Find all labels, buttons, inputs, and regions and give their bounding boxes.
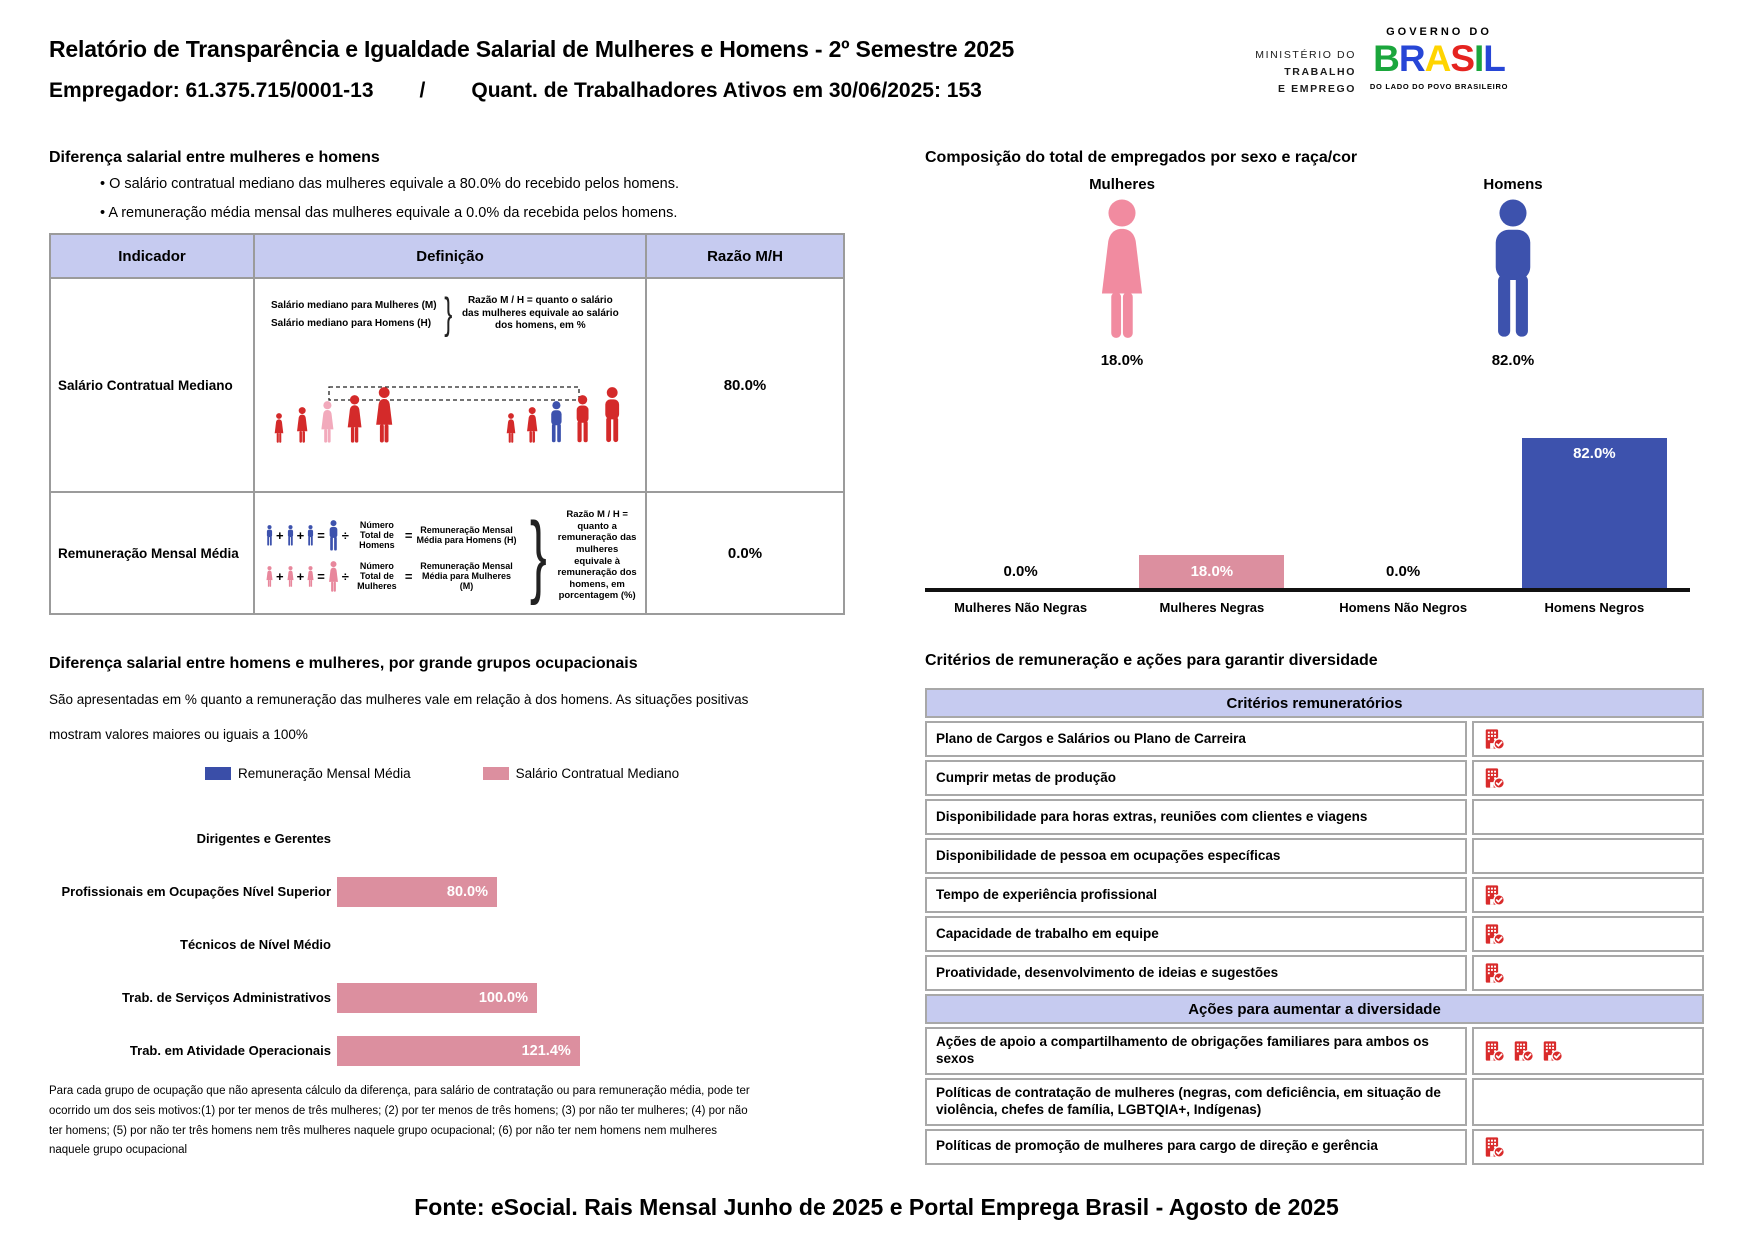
bullet-average-pay: • A remuneração média mensal das mulheres equivale a 0.0% da recebida pelos homens. bbox=[100, 205, 679, 221]
criteria-section-header: Critérios remuneratórios bbox=[925, 688, 1704, 718]
composition-column bbox=[1499, 434, 1690, 588]
legend-label-remuneracao: Remuneração Mensal Média bbox=[238, 766, 411, 781]
salary-diff-section-title: Diferença salarial entre mulheres e homens bbox=[49, 149, 380, 166]
occupational-description-line2: mostram valores maiores ou iguais a 100% bbox=[49, 727, 308, 742]
men-result-label: Remuneração Mensal Média para Homens (H) bbox=[416, 524, 517, 545]
composition-section-title: Composição do total de empregados por sexo e raça/cor bbox=[925, 149, 1358, 166]
ratio-value-average: 0.0% bbox=[727, 544, 763, 562]
men-divisor-label: Número Total de Homens bbox=[359, 519, 395, 551]
bar-value-label: 100.0% bbox=[478, 989, 528, 1006]
composition-column bbox=[1308, 434, 1499, 588]
criteria-row bbox=[925, 955, 1704, 991]
bar-value-label: 0.0% bbox=[1386, 563, 1421, 580]
occupational-category-label: Técnicos de Nível Médio bbox=[180, 937, 331, 952]
brasil-logo-letter: A bbox=[1424, 38, 1451, 79]
legend-item-salario bbox=[483, 766, 680, 781]
legend-item-remuneracao bbox=[205, 766, 411, 781]
governo-do-brasil-logo bbox=[1366, 26, 1512, 91]
salary-diff-bullets bbox=[100, 176, 679, 234]
criteria-row bbox=[925, 1078, 1704, 1126]
company-check-icon bbox=[1483, 767, 1505, 789]
equals-symbol: = bbox=[317, 568, 325, 584]
male-person-icon bbox=[1413, 199, 1613, 344]
definition-median bbox=[255, 279, 647, 493]
brasil-logo-wordmark bbox=[1366, 38, 1512, 80]
occupational-row bbox=[49, 812, 845, 865]
ministry-logo-line3: E EMPREGO bbox=[1278, 83, 1356, 95]
composition-bar bbox=[1522, 438, 1667, 588]
median-ratio-note: Razão M / H = quanto o salário das mulheres equivale ao salário dos homens, em % bbox=[461, 295, 619, 332]
female-percentage: 18.0% bbox=[1100, 352, 1144, 369]
brasil-logo-top-text: GOVERNO DO bbox=[1386, 26, 1492, 38]
criteria-label: Capacidade de trabalho em equipe bbox=[925, 916, 1467, 952]
company-check-icon bbox=[1483, 884, 1505, 906]
criteria-label: Disponibilidade de pessoa em ocupações específicas bbox=[925, 838, 1467, 874]
criteria-icons-cell bbox=[1472, 916, 1704, 952]
occupational-category-label: Trab. de Serviços Administrativos bbox=[121, 990, 331, 1005]
criteria-label: Políticas de promoção de mulheres para cargo de direção e gerência bbox=[925, 1129, 1467, 1165]
col-header-razao: Razão M/H bbox=[647, 235, 843, 279]
criteria-label: Cumprir metas de produção bbox=[925, 760, 1467, 796]
report-subtitle bbox=[49, 79, 982, 103]
company-check-icon bbox=[1483, 962, 1505, 984]
col-header-indicador: Indicador bbox=[51, 235, 255, 279]
company-check-icon bbox=[1483, 728, 1505, 750]
indicator-table bbox=[49, 233, 845, 615]
criteria-row bbox=[925, 1129, 1704, 1165]
criteria-row bbox=[925, 799, 1704, 835]
men-average-formula bbox=[265, 520, 519, 551]
legend-label-salario: Salário Contratual Mediano bbox=[515, 766, 680, 781]
criteria-icons-cell bbox=[1472, 1129, 1704, 1165]
legend-swatch-blue bbox=[205, 767, 231, 780]
equals-symbol: = bbox=[404, 527, 413, 543]
women-average-formula bbox=[265, 561, 519, 592]
occupational-section-title: Diferença salarial entre homens e mulheres, por grande grupos ocupacionais bbox=[49, 655, 638, 672]
plus-symbol: + bbox=[276, 568, 284, 584]
criteria-row bbox=[925, 877, 1704, 913]
company-check-icon bbox=[1483, 1136, 1505, 1158]
composition-bar bbox=[1139, 555, 1284, 588]
women-result-label: Remuneração Mensal Média para Mulheres (M) bbox=[420, 560, 513, 592]
equals-symbol: = bbox=[404, 568, 413, 584]
median-men-line: Salário mediano para Homens (H) bbox=[271, 317, 432, 329]
bar-value-label: 121.4% bbox=[521, 1042, 571, 1059]
composition-category-label: Homens Negros bbox=[1544, 600, 1645, 615]
occupational-bar-area bbox=[337, 1036, 845, 1066]
divide-symbol: ÷ bbox=[341, 568, 349, 584]
criteria-row bbox=[925, 760, 1704, 796]
criteria-icons-cell bbox=[1472, 955, 1704, 991]
criteria-label: Tempo de experiência profissional bbox=[925, 877, 1467, 913]
occupational-footnote: Para cada grupo de ocupação que não apresenta cálculo da diferença, para salário de contratação ou para remuneração média, pode ter ocorrido um dos seis motivos:(1) por ter menos de três mulheres; (2) por ter menos de três homens; (3) por não ter mulheres; (4) por não ter homens; (5) por não ter três homens nem três mulheres naquele grupo ocupacional; (6) por não ter nem homens nem mulheres naquele grupo ocupacional bbox=[49, 1085, 750, 1157]
active-workers-count: Quant. de Trabalhadores Ativos em 30/06/2025: 153 bbox=[471, 79, 982, 102]
occupational-bar-area bbox=[337, 983, 845, 1013]
occupational-row bbox=[49, 1024, 845, 1077]
indicator-label-average: Remuneração Mensal Média bbox=[51, 493, 255, 613]
occupational-row bbox=[49, 918, 845, 971]
criteria-row bbox=[925, 916, 1704, 952]
chart-legend bbox=[205, 766, 679, 781]
ministry-logo-line1: MINISTÉRIO DO bbox=[1255, 49, 1356, 61]
brasil-logo-letter: R bbox=[1398, 38, 1425, 79]
ministry-logo-line2: TRABALHO bbox=[1284, 66, 1356, 78]
composition-category-label: Homens Não Negros bbox=[1339, 600, 1468, 615]
female-person-icon bbox=[1022, 199, 1222, 344]
brasil-logo-letter: B bbox=[1373, 38, 1399, 79]
criteria-icons-cell bbox=[1472, 838, 1704, 874]
brasil-logo-letter: S bbox=[1450, 38, 1474, 79]
divide-symbol: ÷ bbox=[341, 527, 349, 543]
criteria-label: Proatividade, desenvolvimento de ideias e sugestões bbox=[925, 955, 1467, 991]
plus-symbol: + bbox=[296, 568, 305, 584]
occupational-description-line1: São apresentadas em % quanto a remuneração das mulheres vale em relação à dos homens. As situações positivas bbox=[49, 692, 749, 707]
indicator-label-median: Salário Contratual Mediano bbox=[51, 279, 255, 493]
plus-symbol: + bbox=[276, 527, 284, 543]
bar-value-label: 80.0% bbox=[446, 883, 488, 900]
company-check-icon bbox=[1512, 1040, 1534, 1062]
criteria-icons-cell bbox=[1472, 877, 1704, 913]
company-check-icon bbox=[1483, 1040, 1505, 1062]
median-women-line: Salário mediano para Mulheres (M) bbox=[271, 299, 437, 311]
criteria-table bbox=[925, 688, 1704, 1168]
brace-glyph: } bbox=[529, 504, 547, 606]
criteria-icons-cell bbox=[1472, 799, 1704, 835]
source-footer: Fonte: eSocial. Rais Mensal Junho de 2025 e Portal Emprega Brasil - Agosto de 2025 bbox=[414, 1194, 1339, 1220]
composition-column bbox=[1116, 434, 1307, 588]
women-divisor-label: Número Total de Mulheres bbox=[357, 560, 397, 592]
criteria-label: Disponibilidade para horas extras, reuniões com clientes e viagens bbox=[925, 799, 1467, 835]
plus-symbol: + bbox=[296, 527, 305, 543]
male-percentage: 82.0% bbox=[1491, 352, 1535, 369]
company-check-icon bbox=[1541, 1040, 1563, 1062]
composition-x-axis bbox=[925, 588, 1690, 592]
definition-average bbox=[255, 493, 647, 613]
female-summary bbox=[1022, 176, 1222, 369]
occupational-row bbox=[49, 971, 845, 1024]
report-title: Relatório de Transparência e Igualdade Salarial de Mulheres e Homens - 2º Semestre 2025 bbox=[49, 36, 1015, 62]
brasil-logo-letter: I bbox=[1474, 38, 1484, 79]
company-check-icon bbox=[1483, 923, 1505, 945]
bullet-median-salary: • O salário contratual mediano das mulheres equivale a 80.0% do recebido pelos homens. bbox=[100, 176, 679, 192]
criteria-icons-cell bbox=[1472, 1078, 1704, 1126]
bar-value-label: 82.0% bbox=[1573, 444, 1616, 462]
occupational-row bbox=[49, 865, 845, 918]
criteria-label: Políticas de contratação de mulheres (negras, com deficiência, em situação de violência, chefes de família, LGBTQIA+, Indígenas) bbox=[925, 1078, 1467, 1126]
composition-category-label: Mulheres Negras bbox=[1159, 600, 1265, 615]
employer-id: Empregador: 61.375.715/0001-13 bbox=[49, 79, 374, 102]
subtitle-separator: / bbox=[419, 79, 426, 102]
criteria-row bbox=[925, 838, 1704, 874]
equals-symbol: = bbox=[317, 527, 325, 543]
people-comparison-figure bbox=[265, 341, 637, 445]
occupational-category-label: Dirigentes e Gerentes bbox=[196, 831, 331, 846]
criteria-section-header: Ações para aumentar a diversidade bbox=[925, 994, 1704, 1024]
composition-column bbox=[925, 434, 1116, 588]
occupational-bar bbox=[337, 877, 497, 907]
male-label: Homens bbox=[1483, 176, 1543, 193]
criteria-row bbox=[925, 721, 1704, 757]
composition-category-labels bbox=[925, 600, 1690, 615]
composition-bars bbox=[925, 434, 1690, 588]
criteria-icons-cell bbox=[1472, 1027, 1704, 1075]
female-label: Mulheres bbox=[1089, 176, 1155, 193]
male-summary bbox=[1413, 176, 1613, 369]
average-ratio-note: Razão M / H = quanto a remuneração das mulheres equivale à remuneração dos homens, em porcentagem (%) bbox=[557, 509, 637, 602]
criteria-row bbox=[925, 1027, 1704, 1075]
criteria-section-title: Critérios de remuneração e ações para garantir diversidade bbox=[925, 652, 1378, 669]
col-header-definicao: Definição bbox=[255, 235, 647, 279]
legend-swatch-pink bbox=[483, 767, 509, 780]
occupational-category-label: Trab. em Atividade Operacionais bbox=[129, 1043, 331, 1058]
ministry-logo bbox=[1228, 47, 1356, 98]
occupational-category-label: Profissionais em Ocupações Nível Superior bbox=[61, 884, 331, 899]
occupational-bar bbox=[337, 1036, 580, 1066]
bar-value-label: 0.0% bbox=[1003, 563, 1038, 580]
criteria-label: Plano de Cargos e Salários ou Plano de Carreira bbox=[925, 721, 1467, 757]
occupational-bar bbox=[337, 983, 537, 1013]
ratio-value-median: 80.0% bbox=[647, 279, 843, 493]
criteria-icons-cell bbox=[1472, 721, 1704, 757]
occupational-bar-area bbox=[337, 877, 845, 907]
brasil-logo-letter: L bbox=[1483, 38, 1505, 79]
bar-value-label: 18.0% bbox=[1190, 563, 1234, 581]
composition-bar-chart bbox=[925, 434, 1690, 592]
occupational-chart bbox=[49, 812, 845, 1077]
criteria-icons-cell bbox=[1472, 760, 1704, 796]
composition-category-label: Mulheres Não Negras bbox=[954, 600, 1088, 615]
criteria-label: Ações de apoio a compartilhamento de obrigações familiares para ambos os sexos bbox=[925, 1027, 1467, 1075]
brace-glyph: } bbox=[443, 289, 453, 338]
brasil-logo-tagline: DO LADO DO POVO BRASILEIRO bbox=[1369, 82, 1509, 91]
